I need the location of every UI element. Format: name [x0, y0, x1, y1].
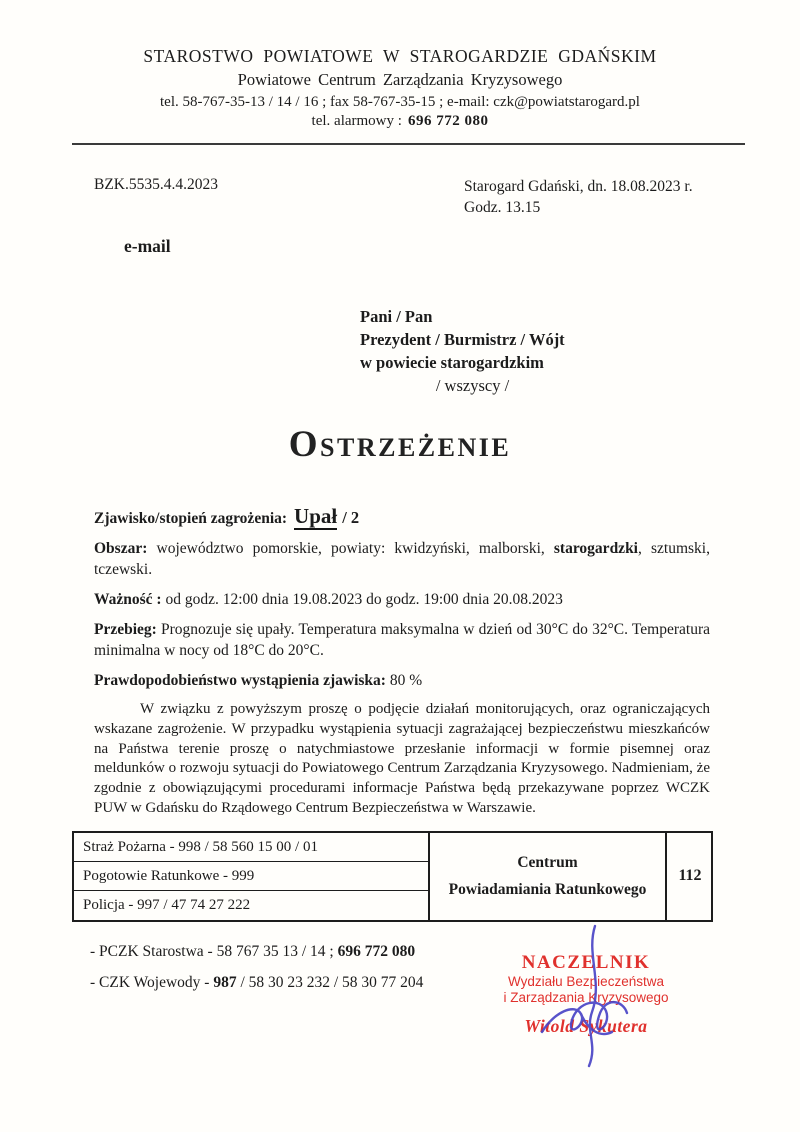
contact-item-pczk — [90, 936, 800, 967]
table-row-police: Policja - 997 / 47 74 27 222 — [83, 896, 251, 913]
emergency-phone-table — [72, 831, 713, 922]
rescue-notification-center-cell — [430, 833, 667, 920]
place-date: Starogard Gdański, dn. 18.08.2023 r. — [464, 178, 693, 195]
contact-text: - PCZK Starostwa - 58 767 35 13 / 14 ; — [90, 942, 338, 960]
validity-text: od godz. 12:00 dnia 19.08.2023 do godz. 19:00 dnia 20.08.2023 — [161, 591, 563, 608]
document-title: Ostrzeżenie — [288, 424, 512, 465]
validity-label: Ważność : — [94, 591, 162, 608]
alarm-phone-line — [0, 113, 800, 130]
letterhead — [0, 0, 800, 130]
document-body — [94, 506, 710, 819]
contact-line: tel. 58-767-35-13 / 14 / 16 ; fax 58-767-35-15 ; e-mail: czk@powiatstarogard.pl — [160, 94, 640, 110]
stamp-department-line: Wydziału Bezpieczeństwa — [508, 974, 664, 989]
probability-label: Prawdopodobieństwo wystąpienia zjawiska: — [94, 672, 386, 689]
addressee-line: w powiecie starogardzkim — [360, 353, 544, 372]
center-name-line: Powiadamiania Ratunkowego — [448, 880, 647, 898]
course-label: Przebieg: — [94, 621, 157, 638]
section-probability — [94, 670, 710, 691]
contact-text: - CZK Wojewody - — [90, 973, 214, 991]
stamp-department-line: i Zarządzania Kryzysowego — [503, 989, 669, 1005]
department-name: Powiatowe Centrum Zarządzania Kryzysowego — [237, 70, 563, 89]
addressee-line: Prezydent / Burmistrz / Wójt — [360, 330, 565, 349]
addressee-all-note: / wszyscy / — [435, 376, 510, 395]
area-text: , sztumski, tczewski. — [94, 540, 710, 578]
table-row-fire-brigade: Straż Pożarna - 998 / 58 560 15 00 / 01 — [74, 833, 428, 862]
stamp-position-title: NACZELNIK — [521, 952, 651, 973]
emergency-services-column — [74, 833, 430, 920]
reference-number: BZK.5535.4.4.2023 — [94, 176, 218, 193]
contact-text: / 58 30 23 232 / 58 30 77 204 — [236, 973, 424, 991]
area-label: Obszar: — [94, 540, 148, 557]
place-date-block — [464, 176, 708, 218]
organization-name: STAROSTWO POWIATOWE W STAROGARDZIE GDAŃSKIM — [143, 46, 657, 66]
section-course — [94, 619, 710, 661]
alarm-phone-label: tel. alarmowy : — [311, 113, 402, 129]
course-text: Prognozuje się upały. Temperatura maksymalna w dzień od 30°C do 32°C. Temperatura minimalna w nocy od 18°C do 20°C. — [94, 621, 710, 659]
handwritten-signature-icon — [528, 920, 658, 1070]
table-row-ambulance: Pogotowie Ratunkowe - 999 — [74, 862, 428, 891]
delivery-channel: e-mail — [124, 236, 171, 256]
signee-name: Witold Sykutera — [524, 1016, 648, 1036]
section-validity — [94, 589, 710, 610]
reference-row — [94, 176, 708, 218]
contact-bold-number: 987 — [213, 973, 237, 991]
center-name-line: Centrum — [517, 853, 578, 871]
addressee-line: Pani / Pan — [360, 307, 433, 326]
contact-bold-number: 696 772 080 — [337, 942, 416, 960]
section-area — [94, 538, 710, 580]
probability-value: 80 % — [385, 672, 423, 689]
alarm-phone-number: 696 772 080 — [407, 113, 489, 129]
emergency-number-cell: 112 — [678, 867, 702, 885]
area-highlighted-county: starogardzki — [553, 540, 638, 557]
section-phenomenon — [94, 506, 710, 529]
warning-paragraph: W związku z powyższym proszę o podjęcie działań monitorujących, oraz ograniczających wskazane zagrożenie. W przypadku wystąpienia sytuacji zagrażającej bezpieczeństwu mieszkańców na Państwa terenie proszę o natychmiastowe przesłanie informacji w formie pisemnej oraz meldunków o rozwoju sytuacji do Powiatowego Centrum Zarządzania Kryzysowego. Nadmieniam, że zgodnie z obowiązującymi procedurami informacje Państwa będą przekazywane poprzez WCZK PUW w Gdańsku do Rządowego Centrum Bezpieczeństwa w Warszawie. — [94, 701, 710, 816]
document-time: Godz. 13.15 — [464, 199, 541, 216]
letterhead-divider — [72, 143, 745, 145]
phenomenon-value: Upał — [294, 504, 338, 528]
addressee-block — [360, 305, 585, 397]
contact-item-czk — [90, 967, 800, 998]
contact-list — [90, 936, 800, 998]
area-text: województwo pomorskie, powiaty: kwidzyński, malborski, — [147, 540, 554, 557]
phenomenon-degree: / 2 — [342, 508, 360, 527]
phenomenon-label: Zjawisko/stopień zagrożenia: — [94, 510, 288, 527]
